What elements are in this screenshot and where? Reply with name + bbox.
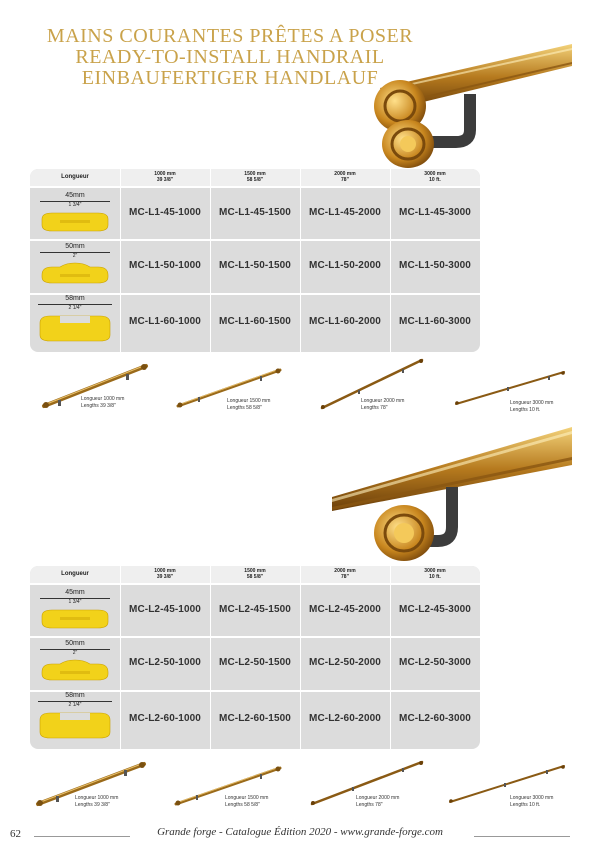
- table-row: [30, 295, 480, 352]
- table-row: [30, 638, 480, 690]
- rail-length-label: Longueur 3000 mm Lengths 10 ft.: [510, 795, 554, 808]
- product-code: MC-L2-45-1500: [219, 604, 291, 615]
- table-row: [30, 692, 480, 749]
- profile-width-mm: 50mm: [65, 243, 85, 250]
- profile-width-in: 2": [72, 253, 78, 259]
- header-label: Longueur: [61, 174, 89, 180]
- profile-width-in: 1 3/4": [68, 202, 82, 208]
- product-code: MC-L1-60-3000: [399, 316, 471, 327]
- product-code: MC-L1-50-2000: [309, 260, 381, 271]
- product-code: MC-L1-45-2000: [309, 207, 381, 218]
- product-code: MC-L2-50-1000: [129, 657, 201, 668]
- product-code: MC-L1-50-1500: [219, 260, 291, 271]
- profile-section-icon: [30, 261, 120, 285]
- table-row: [30, 241, 480, 293]
- product-code: MC-L2-60-3000: [399, 713, 471, 724]
- product-code: MC-L2-60-2000: [309, 713, 381, 724]
- col-header: 1500 mm 58 5/8": [244, 171, 266, 183]
- col-header: 2000 mm 78": [334, 568, 356, 580]
- title-english: READY-TO-INSTALL HANDRAIL: [75, 46, 385, 68]
- col-header: 1000 mm 39 3/8": [154, 171, 176, 183]
- page-number: 62: [10, 828, 21, 840]
- footer-text: Grande forge - Catalogue Édition 2020 - www.grande-forge.com: [157, 826, 443, 838]
- product-code: MC-L1-45-3000: [399, 207, 471, 218]
- col-header: 1500 mm 58 5/8": [244, 568, 266, 580]
- profile-width-in: 1 3/4": [68, 599, 82, 605]
- profile-width-mm: 45mm: [65, 589, 85, 596]
- profile-width-mm: 58mm: [65, 692, 85, 699]
- rail-length-label: Longueur 1000 mm Lengths 39 3/8": [81, 396, 125, 409]
- profile-width-in: 2": [72, 650, 78, 656]
- profile-width-mm: 45mm: [65, 192, 85, 199]
- product-code: MC-L2-60-1500: [219, 713, 291, 724]
- table-row: [30, 188, 480, 239]
- product-code: MC-L1-45-1500: [219, 207, 291, 218]
- profile-section-icon: [30, 211, 120, 233]
- col-header: 3000 mm 10 ft.: [424, 568, 446, 580]
- product-code: MC-L1-60-1000: [129, 316, 201, 327]
- rail-length-label: Longueur 2000 mm Lengths 78": [356, 795, 400, 808]
- col-header: 3000 mm 10 ft.: [424, 171, 446, 183]
- product-table-l2: [30, 566, 480, 749]
- rail-length-label: Longueur 1500 mm Lengths 58 5/8": [225, 795, 269, 808]
- table-header: [30, 169, 480, 186]
- profile-section-icon: [30, 658, 120, 682]
- title-french: MAINS COURANTES PRÊTES A POSER: [46, 25, 414, 47]
- profile-width-mm: 58mm: [65, 295, 85, 302]
- product-code: MC-L2-60-1000: [129, 713, 201, 724]
- table-header: [30, 566, 480, 583]
- profile-section-icon: [30, 608, 120, 630]
- title-german: EINBAUFERTIGER HANDLAUF: [81, 67, 379, 89]
- col-header: 2000 mm 78": [334, 171, 356, 183]
- product-code: MC-L1-50-1000: [129, 260, 201, 271]
- product-code: MC-L2-50-3000: [399, 657, 471, 668]
- header-label: Longueur: [61, 571, 89, 577]
- handrail-photo-l1: [360, 38, 572, 168]
- product-code: MC-L1-45-1000: [129, 207, 201, 218]
- rail-length-label: Longueur 1000 mm Lengths 39 3/8": [75, 795, 119, 808]
- product-code: MC-L1-50-3000: [399, 260, 471, 271]
- rail-length-label: Longueur 1500 mm Lengths 58 5/8": [227, 398, 271, 411]
- product-code: MC-L2-45-2000: [309, 604, 381, 615]
- product-code: MC-L2-45-3000: [399, 604, 471, 615]
- product-code: MC-L1-60-2000: [309, 316, 381, 327]
- product-table-l1: [30, 169, 480, 352]
- table-row: [30, 585, 480, 636]
- profile-section-icon: [30, 710, 120, 740]
- profile-width-in: 2 1/4": [68, 702, 82, 708]
- handrail-photo-l2: [330, 425, 572, 563]
- product-code: MC-L2-50-2000: [309, 657, 381, 668]
- product-code: MC-L2-45-1000: [129, 604, 201, 615]
- rail-length-label: Longueur 2000 mm Lengths 78": [361, 398, 405, 411]
- rail-length-label: Longueur 3000 mm Lengths 10 ft.: [510, 400, 554, 413]
- col-header: 1000 mm 39 3/8": [154, 568, 176, 580]
- product-code: MC-L2-50-1500: [219, 657, 291, 668]
- profile-section-icon: [30, 313, 120, 343]
- profile-width-in: 2 1/4": [68, 305, 82, 311]
- footer-divider-right: [474, 836, 570, 837]
- product-code: MC-L1-60-1500: [219, 316, 291, 327]
- profile-width-mm: 50mm: [65, 640, 85, 647]
